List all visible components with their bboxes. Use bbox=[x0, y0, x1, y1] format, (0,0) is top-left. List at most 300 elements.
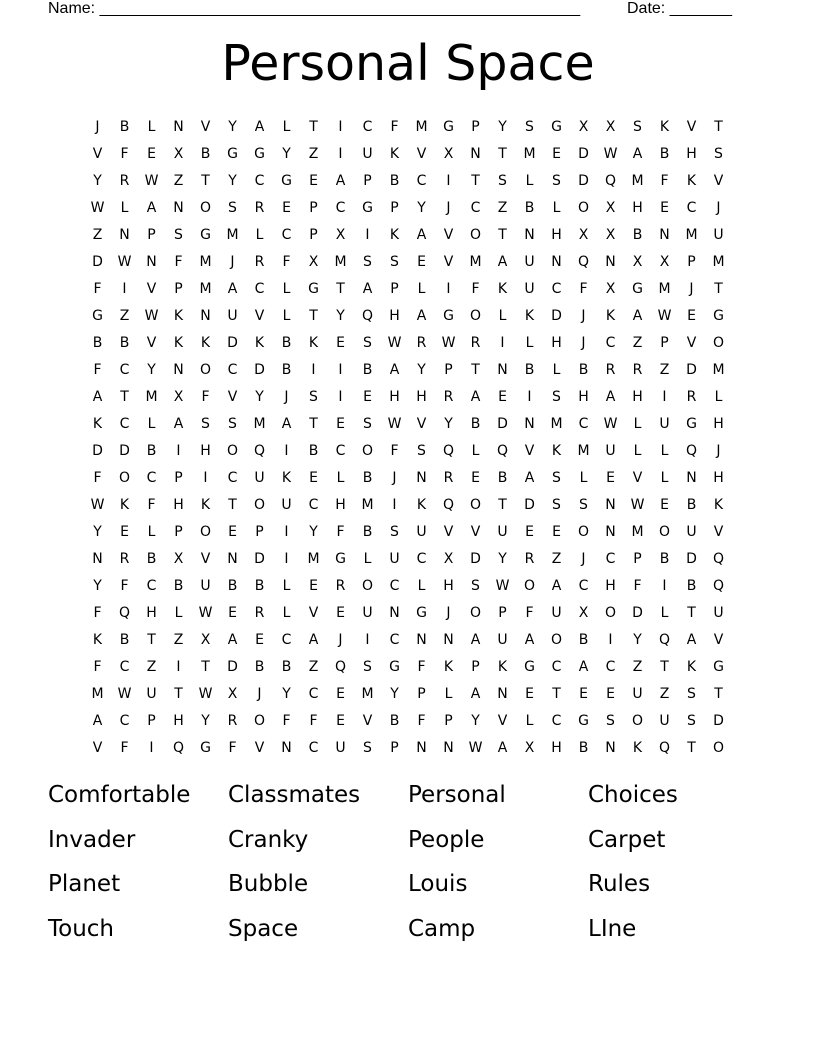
grid-letter: G bbox=[254, 146, 265, 162]
grid-letter: F bbox=[93, 470, 102, 486]
grid-letter: O bbox=[658, 524, 671, 540]
word-bank-item: Comfortable bbox=[48, 782, 191, 808]
grid-letter: A bbox=[173, 416, 184, 432]
grid-letter: C bbox=[470, 200, 481, 216]
grid-letter: Y bbox=[282, 686, 291, 702]
grid-letter: R bbox=[227, 713, 238, 729]
grid-letter: S bbox=[390, 524, 399, 540]
grid-letter: F bbox=[309, 713, 318, 729]
grid-letter: L bbox=[282, 119, 291, 135]
grid-letter: B bbox=[389, 173, 400, 189]
grid-letter: P bbox=[255, 524, 264, 540]
grid-letter: Q bbox=[442, 497, 455, 513]
grid-letter: N bbox=[470, 146, 481, 162]
grid-row bbox=[84, 654, 734, 681]
grid-letter: H bbox=[713, 470, 724, 486]
grid-letter: N bbox=[551, 254, 562, 270]
grid-letter: T bbox=[660, 659, 669, 675]
grid-letter: I bbox=[365, 632, 370, 648]
grid-letter: A bbox=[632, 146, 643, 162]
grid-letter: N bbox=[443, 632, 454, 648]
grid-letter: W bbox=[603, 416, 618, 432]
grid-letter: H bbox=[578, 389, 589, 405]
grid-row bbox=[84, 438, 734, 465]
grid-letter: U bbox=[659, 713, 670, 729]
grid-letter: X bbox=[578, 119, 589, 135]
grid-letter: X bbox=[227, 686, 238, 702]
grid-letter: E bbox=[282, 200, 291, 216]
grid-letter: I bbox=[500, 335, 505, 351]
grid-letter: J bbox=[446, 605, 451, 621]
grid-letter: A bbox=[497, 740, 508, 756]
grid-letter: E bbox=[525, 524, 534, 540]
grid-letter: Y bbox=[390, 686, 399, 702]
grid-letter: G bbox=[362, 200, 373, 216]
grid-letter: A bbox=[551, 578, 562, 594]
grid-letter: A bbox=[416, 227, 427, 243]
grid-letter: G bbox=[551, 119, 562, 135]
grid-letter: H bbox=[551, 227, 562, 243]
grid-letter: S bbox=[498, 173, 507, 189]
grid-letter: B bbox=[119, 335, 130, 351]
grid-letter: F bbox=[471, 281, 480, 297]
grid-row bbox=[84, 735, 734, 762]
grid-letter: E bbox=[471, 470, 480, 486]
grid-letter: P bbox=[363, 173, 372, 189]
word-bank-item: Personal bbox=[408, 782, 506, 808]
grid-letter: J bbox=[581, 308, 586, 324]
grid-letter: P bbox=[687, 254, 696, 270]
grid-letter: D bbox=[92, 443, 103, 459]
grid-letter: Q bbox=[118, 605, 131, 621]
grid-letter: K bbox=[281, 470, 292, 486]
grid-letter: K bbox=[173, 335, 184, 351]
grid-row bbox=[84, 600, 734, 627]
grid-letter: M bbox=[91, 686, 104, 702]
grid-letter: A bbox=[524, 470, 535, 486]
grid-letter: L bbox=[336, 470, 345, 486]
grid-letter: R bbox=[416, 335, 427, 351]
grid-letter: Z bbox=[173, 632, 184, 648]
grid-letter: O bbox=[469, 605, 482, 621]
grid-letter: N bbox=[497, 362, 508, 378]
grid-letter: Y bbox=[255, 389, 264, 405]
grid-letter: V bbox=[443, 524, 454, 540]
grid-letter: I bbox=[446, 173, 451, 189]
grid-letter: U bbox=[524, 254, 535, 270]
grid-letter: O bbox=[577, 524, 590, 540]
grid-letter: I bbox=[149, 740, 154, 756]
grid-letter: S bbox=[525, 119, 534, 135]
grid-letter: N bbox=[119, 227, 130, 243]
grid-letter: A bbox=[470, 632, 481, 648]
grid-letter: X bbox=[605, 200, 616, 216]
grid-letter: I bbox=[284, 443, 289, 459]
date-field-label: Date: _______ bbox=[627, 0, 732, 17]
grid-letter: T bbox=[714, 119, 723, 135]
grid-letter: C bbox=[308, 740, 319, 756]
grid-letter: V bbox=[146, 281, 157, 297]
grid-row bbox=[84, 681, 734, 708]
grid-letter: S bbox=[606, 713, 615, 729]
grid-letter: M bbox=[631, 524, 644, 540]
grid-letter: Z bbox=[632, 335, 643, 351]
grid-letter: E bbox=[228, 524, 237, 540]
grid-letter: P bbox=[309, 227, 318, 243]
grid-letter: M bbox=[199, 281, 212, 297]
grid-letter: U bbox=[659, 416, 670, 432]
grid-letter: P bbox=[444, 362, 453, 378]
grid-letter: O bbox=[361, 443, 374, 459]
grid-letter: C bbox=[578, 416, 589, 432]
grid-letter: R bbox=[254, 254, 265, 270]
grid-letter: S bbox=[552, 497, 561, 513]
grid-letter: N bbox=[173, 119, 184, 135]
grid-letter: H bbox=[389, 308, 400, 324]
grid-letter: B bbox=[146, 443, 157, 459]
grid-letter: H bbox=[632, 389, 643, 405]
grid-letter: L bbox=[147, 416, 156, 432]
grid-letter: G bbox=[443, 119, 454, 135]
grid-letter: D bbox=[92, 254, 103, 270]
grid-letter: Q bbox=[712, 578, 725, 594]
grid-letter: X bbox=[659, 254, 670, 270]
grid-letter: I bbox=[122, 281, 127, 297]
grid-letter: S bbox=[363, 254, 372, 270]
grid-letter: A bbox=[362, 281, 373, 297]
grid-letter: K bbox=[389, 146, 400, 162]
grid-letter: S bbox=[633, 119, 642, 135]
grid-letter: Y bbox=[228, 119, 237, 135]
word-bank-item: Rules bbox=[588, 871, 651, 897]
grid-letter: T bbox=[687, 605, 696, 621]
grid-letter: D bbox=[227, 335, 238, 351]
grid-letter: I bbox=[338, 119, 343, 135]
grid-letter: G bbox=[686, 416, 697, 432]
grid-letter: H bbox=[551, 740, 562, 756]
grid-letter: W bbox=[441, 335, 456, 351]
grid-letter: W bbox=[117, 254, 132, 270]
grid-letter: N bbox=[173, 362, 184, 378]
grid-letter: P bbox=[174, 524, 183, 540]
grid-letter: F bbox=[201, 389, 210, 405]
grid-letter: J bbox=[392, 470, 397, 486]
grid-letter: Z bbox=[173, 173, 184, 189]
grid-letter: K bbox=[713, 497, 724, 513]
word-bank-item: Space bbox=[228, 915, 299, 942]
word-bank-item: Bubble bbox=[228, 871, 309, 897]
grid-letter: P bbox=[390, 740, 399, 756]
grid-letter: T bbox=[309, 416, 318, 432]
grid-letter: U bbox=[362, 146, 373, 162]
grid-letter: A bbox=[416, 308, 427, 324]
grid-letter: S bbox=[228, 200, 237, 216]
grid-letter: S bbox=[309, 389, 318, 405]
grid-letter: M bbox=[631, 173, 644, 189]
grid-letter: Z bbox=[659, 362, 670, 378]
grid-letter: L bbox=[282, 605, 291, 621]
grid-letter: R bbox=[443, 470, 454, 486]
grid-letter: M bbox=[253, 416, 266, 432]
grid-letter: Y bbox=[309, 524, 318, 540]
grid-letter: Y bbox=[93, 524, 102, 540]
grid-letter: C bbox=[389, 578, 400, 594]
grid-letter: M bbox=[199, 254, 212, 270]
grid-letter: P bbox=[147, 227, 156, 243]
grid-letter: U bbox=[335, 740, 346, 756]
grid-letter: V bbox=[713, 524, 724, 540]
grid-row bbox=[84, 384, 734, 411]
grid-letter: O bbox=[253, 497, 266, 513]
grid-letter: U bbox=[416, 524, 427, 540]
grid-letter: J bbox=[338, 632, 343, 648]
grid-letter: U bbox=[362, 605, 373, 621]
grid-letter: J bbox=[581, 551, 586, 567]
grid-letter: X bbox=[173, 146, 184, 162]
grid-letter: Q bbox=[334, 659, 347, 675]
grid-letter: C bbox=[389, 632, 400, 648]
grid-letter: N bbox=[605, 254, 616, 270]
grid-letter: D bbox=[254, 362, 265, 378]
grid-letter: B bbox=[281, 362, 292, 378]
grid-letter: E bbox=[255, 632, 264, 648]
grid-letter: N bbox=[659, 227, 670, 243]
grid-letter: H bbox=[389, 389, 400, 405]
grid-letter: Z bbox=[497, 200, 508, 216]
grid-letter: Q bbox=[361, 308, 374, 324]
grid-letter: O bbox=[469, 308, 482, 324]
grid-letter: L bbox=[282, 281, 291, 297]
grid-letter: V bbox=[362, 713, 373, 729]
grid-letter: K bbox=[659, 119, 670, 135]
grid-letter: C bbox=[146, 470, 157, 486]
grid-letter: Y bbox=[417, 362, 426, 378]
grid-letter: G bbox=[389, 659, 400, 675]
grid-letter: U bbox=[713, 605, 724, 621]
grid-letter: C bbox=[605, 659, 616, 675]
grid-letter: F bbox=[228, 740, 237, 756]
grid-letter: Z bbox=[632, 659, 643, 675]
grid-letter: U bbox=[254, 470, 265, 486]
grid-letter: B bbox=[362, 362, 373, 378]
grid-letter: W bbox=[495, 578, 510, 594]
grid-letter: I bbox=[203, 470, 208, 486]
grid-letter: E bbox=[606, 686, 615, 702]
grid-letter: D bbox=[686, 551, 697, 567]
grid-letter: V bbox=[470, 524, 481, 540]
grid-letter: O bbox=[631, 713, 644, 729]
grid-letter: Y bbox=[228, 173, 237, 189]
grid-letter: Y bbox=[444, 416, 453, 432]
grid-letter: B bbox=[578, 740, 589, 756]
grid-row bbox=[84, 141, 734, 168]
grid-letter: W bbox=[387, 416, 402, 432]
grid-letter: M bbox=[361, 497, 374, 513]
grid-letter: K bbox=[200, 497, 211, 513]
grid-row bbox=[84, 249, 734, 276]
grid-letter: O bbox=[361, 578, 374, 594]
grid-letter: E bbox=[417, 254, 426, 270]
grid-row bbox=[84, 114, 734, 141]
grid-letter: P bbox=[444, 713, 453, 729]
grid-letter: E bbox=[606, 470, 615, 486]
grid-letter: R bbox=[443, 389, 454, 405]
grid-letter: S bbox=[201, 416, 210, 432]
grid-letter: H bbox=[173, 713, 184, 729]
grid-letter: B bbox=[254, 578, 265, 594]
grid-letter: P bbox=[390, 200, 399, 216]
grid-letter: J bbox=[257, 686, 262, 702]
grid-letter: Y bbox=[417, 200, 426, 216]
word-bank-item: Louis bbox=[408, 871, 468, 897]
grid-row bbox=[84, 303, 734, 330]
grid-letter: K bbox=[605, 308, 616, 324]
grid-letter: C bbox=[335, 200, 346, 216]
grid-letter: H bbox=[632, 200, 643, 216]
grid-letter: N bbox=[605, 497, 616, 513]
grid-letter: E bbox=[147, 146, 156, 162]
grid-row bbox=[84, 519, 734, 546]
grid-letter: Y bbox=[147, 362, 156, 378]
grid-letter: K bbox=[443, 659, 454, 675]
grid-letter: S bbox=[471, 578, 480, 594]
grid-letter: L bbox=[444, 686, 453, 702]
grid-letter: M bbox=[658, 281, 671, 297]
grid-letter: N bbox=[416, 632, 427, 648]
grid-letter: L bbox=[525, 173, 534, 189]
grid-letter: O bbox=[712, 335, 725, 351]
grid-letter: G bbox=[227, 146, 238, 162]
grid-letter: I bbox=[176, 659, 181, 675]
grid-letter: V bbox=[416, 146, 427, 162]
grid-row bbox=[84, 627, 734, 654]
grid-letter: B bbox=[254, 659, 265, 675]
grid-letter: Q bbox=[658, 632, 671, 648]
grid-letter: C bbox=[281, 227, 292, 243]
grid-letter: V bbox=[254, 740, 265, 756]
grid-letter: I bbox=[608, 632, 613, 648]
grid-letter: N bbox=[686, 470, 697, 486]
grid-letter: I bbox=[338, 362, 343, 378]
grid-letter: F bbox=[417, 713, 426, 729]
grid-letter: S bbox=[417, 443, 426, 459]
grid-letter: P bbox=[498, 605, 507, 621]
word-bank-item: Carpet bbox=[588, 826, 666, 853]
grid-letter: G bbox=[713, 659, 724, 675]
grid-letter: T bbox=[498, 227, 507, 243]
grid-letter: G bbox=[713, 308, 724, 324]
grid-letter: C bbox=[308, 497, 319, 513]
grid-letter: G bbox=[281, 173, 292, 189]
grid-letter: B bbox=[92, 335, 103, 351]
grid-letter: R bbox=[605, 362, 616, 378]
grid-letter: G bbox=[308, 281, 319, 297]
grid-letter: I bbox=[527, 389, 532, 405]
grid-letter: A bbox=[524, 632, 535, 648]
word-bank bbox=[48, 778, 768, 956]
grid-letter: K bbox=[551, 443, 562, 459]
grid-letter: L bbox=[525, 335, 534, 351]
grid-letter: P bbox=[174, 470, 183, 486]
grid-letter: M bbox=[361, 686, 374, 702]
grid-letter: U bbox=[605, 443, 616, 459]
grid-letter: C bbox=[605, 335, 616, 351]
grid-letter: X bbox=[443, 551, 454, 567]
grid-letter: E bbox=[120, 524, 129, 540]
grid-letter: O bbox=[469, 227, 482, 243]
grid-letter: A bbox=[254, 119, 265, 135]
grid-letter: D bbox=[119, 443, 130, 459]
grid-letter: O bbox=[253, 713, 266, 729]
word-bank-item: Choices bbox=[588, 782, 678, 808]
grid-letter: Z bbox=[308, 146, 319, 162]
grid-letter: V bbox=[200, 119, 211, 135]
grid-row bbox=[84, 411, 734, 438]
grid-letter: N bbox=[416, 740, 427, 756]
grid-row bbox=[84, 465, 734, 492]
grid-letter: T bbox=[498, 146, 507, 162]
grid-letter: L bbox=[417, 281, 426, 297]
grid-letter: M bbox=[523, 146, 536, 162]
grid-letter: B bbox=[578, 632, 589, 648]
grid-letter: J bbox=[284, 389, 289, 405]
grid-letter: U bbox=[200, 578, 211, 594]
word-bank-item: Cranky bbox=[228, 826, 309, 853]
grid-letter: A bbox=[335, 173, 346, 189]
grid-letter: Z bbox=[308, 659, 319, 675]
grid-letter: Y bbox=[93, 173, 102, 189]
grid-letter: E bbox=[309, 578, 318, 594]
grid-letter: B bbox=[119, 632, 130, 648]
grid-letter: R bbox=[524, 551, 535, 567]
grid-letter: E bbox=[660, 497, 669, 513]
grid-letter: S bbox=[363, 659, 372, 675]
grid-letter: L bbox=[660, 443, 669, 459]
grid-letter: Q bbox=[658, 740, 671, 756]
grid-letter: C bbox=[119, 362, 130, 378]
grid-letter: O bbox=[712, 740, 725, 756]
grid-letter: V bbox=[713, 173, 724, 189]
grid-letter: G bbox=[632, 281, 643, 297]
page-title: Personal Space bbox=[221, 35, 595, 92]
grid-letter: E bbox=[363, 389, 372, 405]
grid-letter: D bbox=[497, 416, 508, 432]
grid-letter: G bbox=[524, 659, 535, 675]
grid-letter: B bbox=[524, 362, 535, 378]
grid-letter: K bbox=[632, 740, 643, 756]
grid-letter: I bbox=[338, 389, 343, 405]
grid-letter: Y bbox=[93, 578, 102, 594]
grid-letter: T bbox=[228, 497, 237, 513]
grid-letter: F bbox=[660, 173, 669, 189]
grid-letter: E bbox=[552, 146, 561, 162]
grid-letter: B bbox=[659, 551, 670, 567]
grid-letter: S bbox=[579, 497, 588, 513]
grid-letter: Q bbox=[712, 551, 725, 567]
grid-letter: P bbox=[471, 119, 480, 135]
grid-letter: E bbox=[309, 470, 318, 486]
grid-letter: L bbox=[660, 605, 669, 621]
grid-letter: O bbox=[469, 497, 482, 513]
grid-letter: I bbox=[311, 362, 316, 378]
grid-letter: I bbox=[365, 227, 370, 243]
grid-letter: W bbox=[144, 173, 159, 189]
grid-letter: X bbox=[578, 227, 589, 243]
grid-letter: H bbox=[146, 605, 157, 621]
grid-letter: M bbox=[685, 227, 698, 243]
grid-letter: K bbox=[173, 308, 184, 324]
grid-letter: C bbox=[119, 416, 130, 432]
